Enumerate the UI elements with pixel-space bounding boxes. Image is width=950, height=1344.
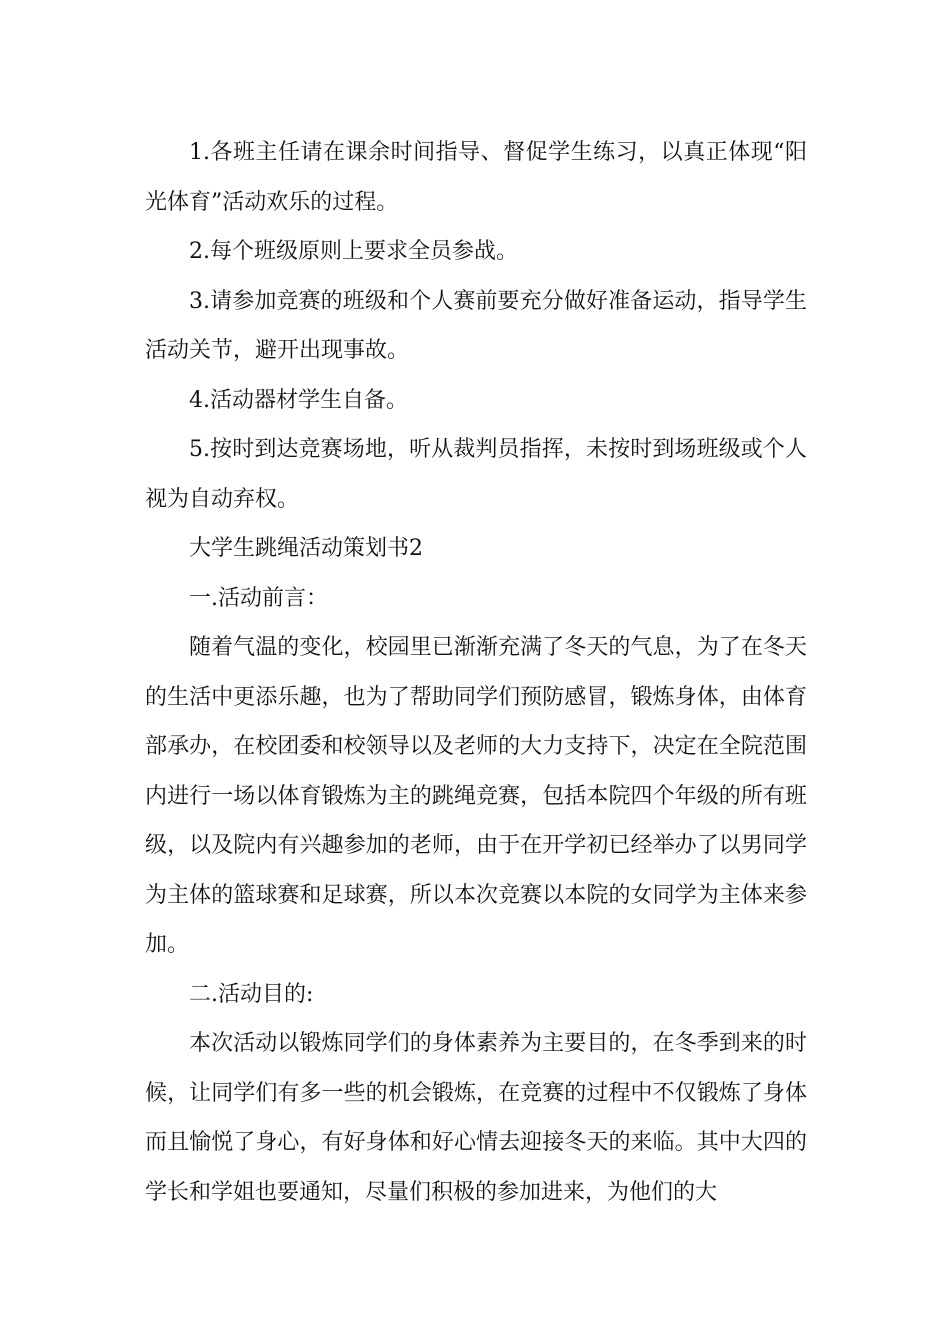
heading-purpose: 二.活动目的: <box>189 981 314 1007</box>
paragraph-preface: 随着气温的变化，校园里已渐渐充满了冬天的气息，为了在冬天的生活中更添乐趣，也为了帮助同学们预防感冒，锻炼身体，由体育部承办，在校团委和校领导以及老师的大力支持下，决定在全院范围内进行一场以体育锻炼为主的跳绳竞赛，包括本院四个年级的所有班级，以及院内有兴趣参加的老师，由于在开学初已经举办了以男同学为主体的篮球赛和足球赛，所以本次竞赛以本院的女同学为主体来参加。 <box>145 635 807 957</box>
paragraph-note-5: 5.按时到达竞赛场地，听从裁判员指挥，未按时到场班级或个人视为自动弃权。 <box>145 437 807 512</box>
paragraph-note-3: 3.请参加竞赛的班级和个人赛前要充分做好准备运动，指导学生活动关节，避开出现事故。 <box>145 288 807 363</box>
paragraph-note-4: 4.活动器材学生自备。 <box>189 387 408 413</box>
document-body <box>145 128 807 1217</box>
paragraph-purpose: 本次活动以锻炼同学们的身体素养为主要目的，在冬季到来的时候，让同学们有多一些的机会锻炼，在竞赛的过程中不仅锻炼了身体而且愉悦了身心，有好身体和好心情去迎接冬天的来临。其中大四的学长和学姐也要通知，尽量们积极的参加进来，为他们的大 <box>145 1031 807 1205</box>
paragraph-note-2: 2.每个班级原则上要求全员参战。 <box>189 239 518 264</box>
heading-preface: 一.活动前言： <box>189 585 328 611</box>
paragraph-note-1: 1.各班主任请在课余时间指导、督促学生练习，以真正体现“阳光体育”活动欢乐的过程。 <box>145 140 807 215</box>
section-title: 大学生跳绳活动策划书2 <box>189 536 423 561</box>
